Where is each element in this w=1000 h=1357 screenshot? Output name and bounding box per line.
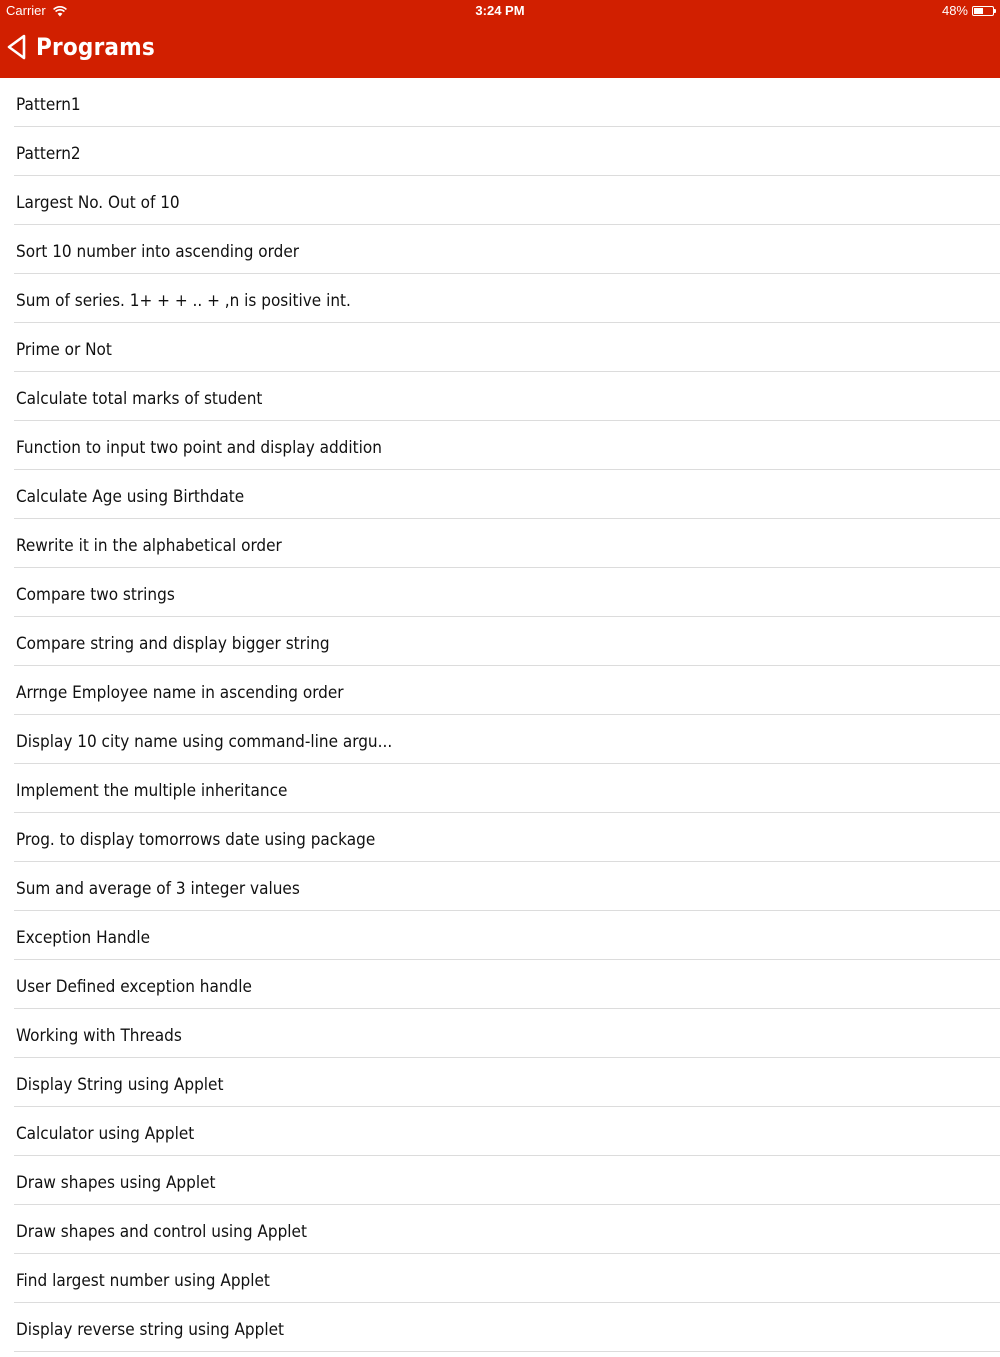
list-item-label: Calculate total marks of student — [16, 389, 263, 409]
list-item-label: Draw shapes using Applet — [16, 1173, 216, 1193]
list-item[interactable] — [0, 1009, 1000, 1058]
list-item[interactable] — [0, 715, 1000, 764]
list-item[interactable] — [0, 274, 1000, 323]
list-item-label: Prog. to display tomorrows date using package — [16, 830, 376, 850]
list-item[interactable] — [0, 372, 1000, 421]
list-item-label: Display String using Applet — [16, 1075, 224, 1095]
list-item-label: User Defined exception handle — [16, 977, 252, 997]
list-item[interactable] — [0, 176, 1000, 225]
list-item-label: Arrnge Employee name in ascending order — [16, 683, 344, 703]
list-item[interactable] — [0, 1156, 1000, 1205]
list-item[interactable] — [0, 1303, 1000, 1352]
list-item[interactable] — [0, 225, 1000, 274]
battery-icon — [972, 6, 994, 16]
list-item[interactable] — [0, 1058, 1000, 1107]
list-item[interactable] — [0, 666, 1000, 715]
list-item[interactable] — [0, 470, 1000, 519]
navigation-bar — [0, 0, 1000, 78]
back-button[interactable] — [6, 30, 155, 64]
list-item[interactable] — [0, 1254, 1000, 1303]
list-item-label: Rewrite it in the alphabetical order — [16, 536, 282, 556]
list-item-label: Largest No. Out of 10 — [16, 193, 180, 213]
list-item[interactable] — [0, 862, 1000, 911]
chevron-left-icon — [6, 33, 28, 61]
status-time: 3:24 PM — [475, 3, 525, 18]
list-item-label: Implement the multiple inheritance — [16, 781, 288, 801]
list-item-label: Prime or Not — [16, 340, 112, 360]
list-item[interactable] — [0, 617, 1000, 666]
list-item[interactable] — [0, 764, 1000, 813]
list-item-label: Pattern1 — [16, 95, 81, 115]
list-item-label: Pattern2 — [16, 144, 81, 164]
list-item[interactable] — [0, 1205, 1000, 1254]
list-item[interactable] — [0, 78, 1000, 127]
list-item-label: Sort 10 number into ascending order — [16, 242, 300, 262]
list-item-label: Find largest number using Applet — [16, 1271, 270, 1291]
list-item-label: Display 10 city name using command-line argu... — [16, 732, 393, 752]
list-item-label: Sum of series. 1+ + + .. + ,n is positive int. — [16, 291, 351, 311]
battery-percent: 48% — [941, 3, 968, 18]
list-item-label: Function to input two point and display addition — [16, 438, 382, 458]
list-item-label: Working with Threads — [16, 1026, 182, 1046]
list-item[interactable] — [0, 127, 1000, 176]
list-item[interactable] — [0, 960, 1000, 1009]
list-item[interactable] — [0, 1107, 1000, 1156]
list-item-label: Draw shapes and control using Applet — [16, 1222, 307, 1242]
list-item-label: Calculate Age using Birthdate — [16, 487, 245, 507]
list-item[interactable] — [0, 323, 1000, 372]
list-item[interactable] — [0, 421, 1000, 470]
status-battery — [942, 3, 994, 18]
list-item-label: Calculator using Applet — [16, 1124, 195, 1144]
list-item[interactable] — [0, 519, 1000, 568]
list-item[interactable] — [0, 568, 1000, 617]
list-item-label: Display reverse string using Applet — [16, 1320, 285, 1340]
list-item-label: Exception Handle — [16, 928, 151, 948]
list-item[interactable] — [0, 911, 1000, 960]
list-item-label: Compare two strings — [16, 585, 175, 605]
list-item-label: Compare string and display bigger string — [16, 634, 330, 654]
back-label: Programs — [36, 33, 155, 61]
list-item-label: Sum and average of 3 integer values — [16, 879, 300, 899]
carrier-label: Carrier — [6, 3, 46, 18]
program-list — [0, 78, 1000, 1352]
list-item[interactable] — [0, 813, 1000, 862]
